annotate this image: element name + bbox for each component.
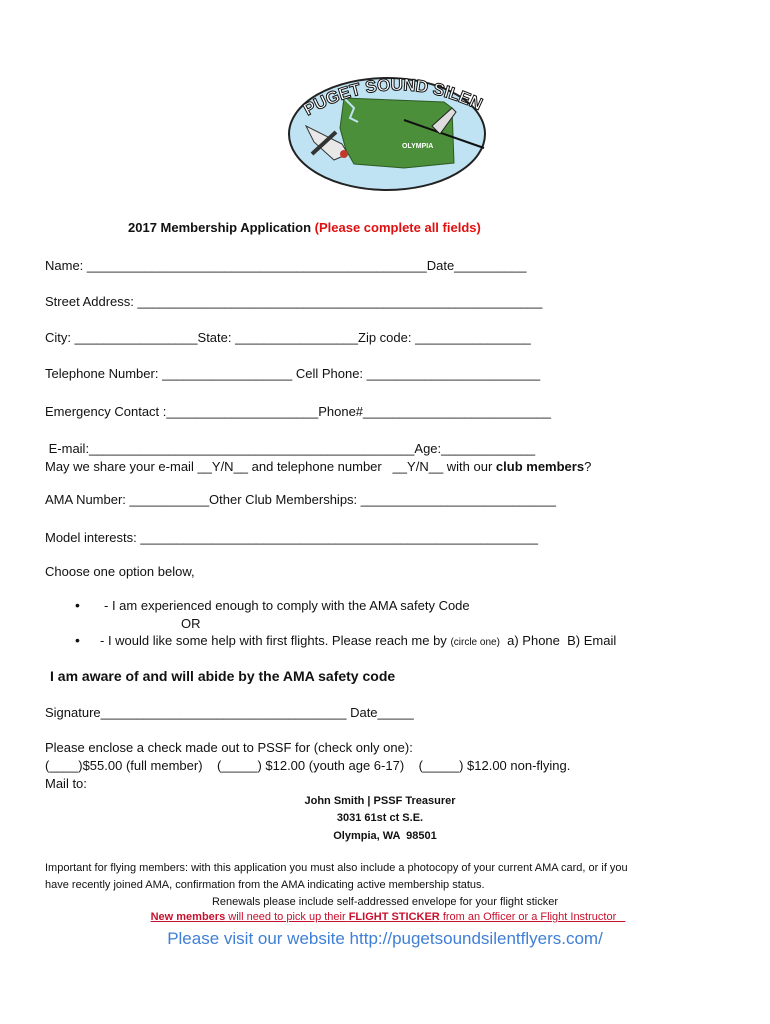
model-field-line[interactable]: Model interests: _______________________________________________________ xyxy=(45,530,539,545)
mail-to-label: Mail to: xyxy=(45,776,87,791)
email-field-line[interactable]: E-mail:_____________________________________________Age:_____________ xyxy=(45,441,536,456)
ama-field-line[interactable]: AMA Number: ___________Other Club Memberships: ___________________________ xyxy=(45,492,556,507)
club-logo xyxy=(284,68,494,200)
option2-suffix: a) Phone B) Email xyxy=(499,633,617,648)
option2-small: (circle one) xyxy=(450,637,500,648)
page-title xyxy=(128,220,481,235)
title-main: 2017 Membership Application xyxy=(128,220,312,235)
share-consent-line[interactable] xyxy=(45,459,591,474)
name-field-line[interactable]: Name: _______________________________________________Date__________ xyxy=(45,258,527,273)
or-label: OR xyxy=(181,616,201,631)
phone-field-line[interactable]: Telephone Number: __________________ Cell Phone: ________________________ xyxy=(45,366,541,381)
emergency-field-line[interactable]: Emergency Contact :_____________________Phone#__________________________ xyxy=(45,404,552,419)
share-suffix: ? xyxy=(584,459,592,474)
logo-title: PUGET SOUND SILEN xyxy=(300,75,486,120)
new-members-bold: New members xyxy=(150,911,226,923)
important-note-1: Important for flying members: with this application you must also include a photocopy of your current AMA card, or if you xyxy=(45,862,628,874)
new-members-end: from an Officer or a Flight Instructor xyxy=(439,911,626,923)
signature-line[interactable]: Signature__________________________________ Date_____ xyxy=(45,705,414,720)
logo-place: OLYMPIA xyxy=(402,143,434,150)
important-note-2: have recently joined AMA, confirmation from the AMA indicating active membership status. xyxy=(45,879,485,891)
address-line-2: 3031 61st ct S.E. xyxy=(336,812,424,824)
address-line-3: Olympia, WA 98501 xyxy=(333,830,437,842)
options-intro: Choose one option below, xyxy=(45,564,195,579)
title-note: (Please complete all fields) xyxy=(314,220,481,235)
bullet-icon: • xyxy=(75,597,80,613)
website-link[interactable]: Please visit our website http://pugetsoundsilentflyers.com/ xyxy=(167,929,603,948)
city-field-line[interactable]: City: _________________State: _________________Zip code: ________________ xyxy=(45,330,531,345)
street-field-line[interactable]: Street Address: ________________________________________________________ xyxy=(45,294,543,309)
payment-intro: Please enclose a check made out to PSSF for (check only one): xyxy=(45,740,413,755)
flight-sticker-bold: FLIGHT STICKER xyxy=(348,911,440,923)
share-prefix: May we share your e-mail __Y/N__ and telephone number __Y/N__ with our xyxy=(45,459,496,474)
agreement-heading: I am aware of and will abide by the AMA safety code xyxy=(50,668,396,684)
new-members-mid: will need to pick up their xyxy=(225,911,349,923)
renewals-note: Renewals please include self-addressed envelope for your flight sticker xyxy=(211,896,559,908)
payment-choices[interactable]: (____)$55.00 (full member) (_____) $12.00 (youth age 6-17) (_____) $12.00 non-flying. xyxy=(45,758,571,773)
new-members-note xyxy=(0,911,770,923)
address-line-1: John Smith | PSSF Treasurer xyxy=(304,795,456,807)
share-bold: club members xyxy=(495,459,585,474)
bullet-icon: • xyxy=(75,632,80,648)
option2-prefix: - I would like some help with first flights. Please reach me by xyxy=(100,633,451,648)
option-help[interactable] xyxy=(100,633,616,648)
option-experienced[interactable]: - I am experienced enough to comply with the AMA safety Code xyxy=(104,598,470,613)
